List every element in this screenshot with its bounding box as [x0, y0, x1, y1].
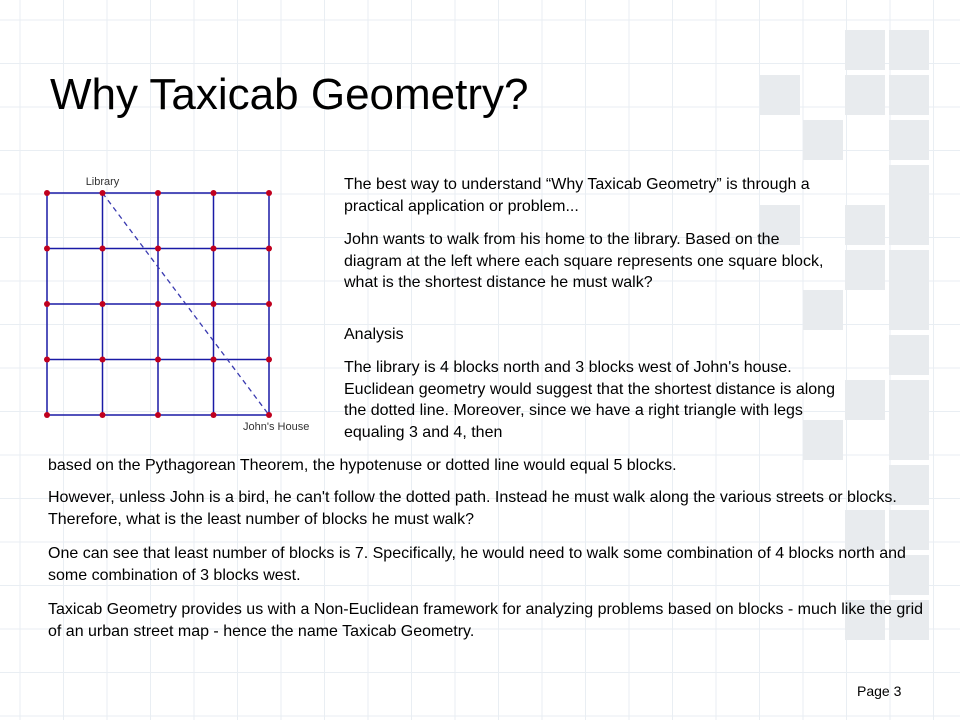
intersection-dot — [44, 190, 50, 196]
problem-paragraph: John wants to walk from his home to the library. Based on the diagram at the left where each square represents one square block, what is the shortest distance he must walk? — [344, 231, 824, 291]
intersection-dot — [266, 190, 272, 196]
intersection-dot — [266, 357, 272, 363]
intro-paragraph: The best way to understand “Why Taxicab Geometry” is through a practical application or problem... — [344, 176, 810, 215]
intersection-dot — [44, 412, 50, 418]
analysis-heading: Analysis — [344, 326, 404, 343]
intersection-dot — [155, 190, 161, 196]
intersection-dot — [100, 357, 106, 363]
intersection-dot — [155, 357, 161, 363]
library-paragraph-part1: The library is 4 blocks north and 3 blocks west of John's house. Euclidean geometry would suggest that the shortest distance is along the dotted line. Moreover, since we have a right triangle with legs equaling 3 and 4, then — [344, 359, 835, 441]
intersection-dot — [44, 246, 50, 252]
intersection-dot — [100, 412, 106, 418]
bird-paragraph: However, unless John is a bird, he can't follow the dotted path. Instead he must walk along the various streets or blocks. Therefore, what is the least number of blocks he must walk? — [48, 489, 897, 528]
intersection-dot — [211, 301, 217, 307]
library-paragraph-part2: based on the Pythagorean Theorem, the hypotenuse or dotted line would equal 5 blocks. — [48, 457, 677, 474]
intersection-dot — [211, 246, 217, 252]
intersection-dot — [155, 301, 161, 307]
intersection-dot — [155, 246, 161, 252]
intersection-dot — [155, 412, 161, 418]
intersection-dot — [266, 246, 272, 252]
intersection-dot — [44, 301, 50, 307]
intersection-dot — [266, 412, 272, 418]
taxicab-paragraph: Taxicab Geometry provides us with a Non-Euclidean framework for analyzing problems based on blocks - much like the grid of an urban street map - hence the name Taxicab Geometry. — [48, 601, 924, 640]
intersection-dot — [211, 190, 217, 196]
least-blocks-paragraph: One can see that least number of blocks is 7. Specifically, he would need to walk some combination of 4 blocks north and some combination of 3 blocks west. — [48, 545, 906, 584]
library-label: Library — [85, 176, 120, 188]
page-number: Page 3 — [857, 683, 902, 699]
intersection-dot — [211, 412, 217, 418]
intersection-dot — [266, 301, 272, 307]
slide-title: Why Taxicab Geometry? — [50, 70, 529, 119]
intersection-dot — [211, 357, 217, 363]
intersection-dot — [44, 357, 50, 363]
intersection-dot — [100, 246, 106, 252]
intersection-dot — [100, 190, 106, 196]
house-label: John's House — [243, 421, 310, 433]
intersection-dot — [100, 301, 106, 307]
